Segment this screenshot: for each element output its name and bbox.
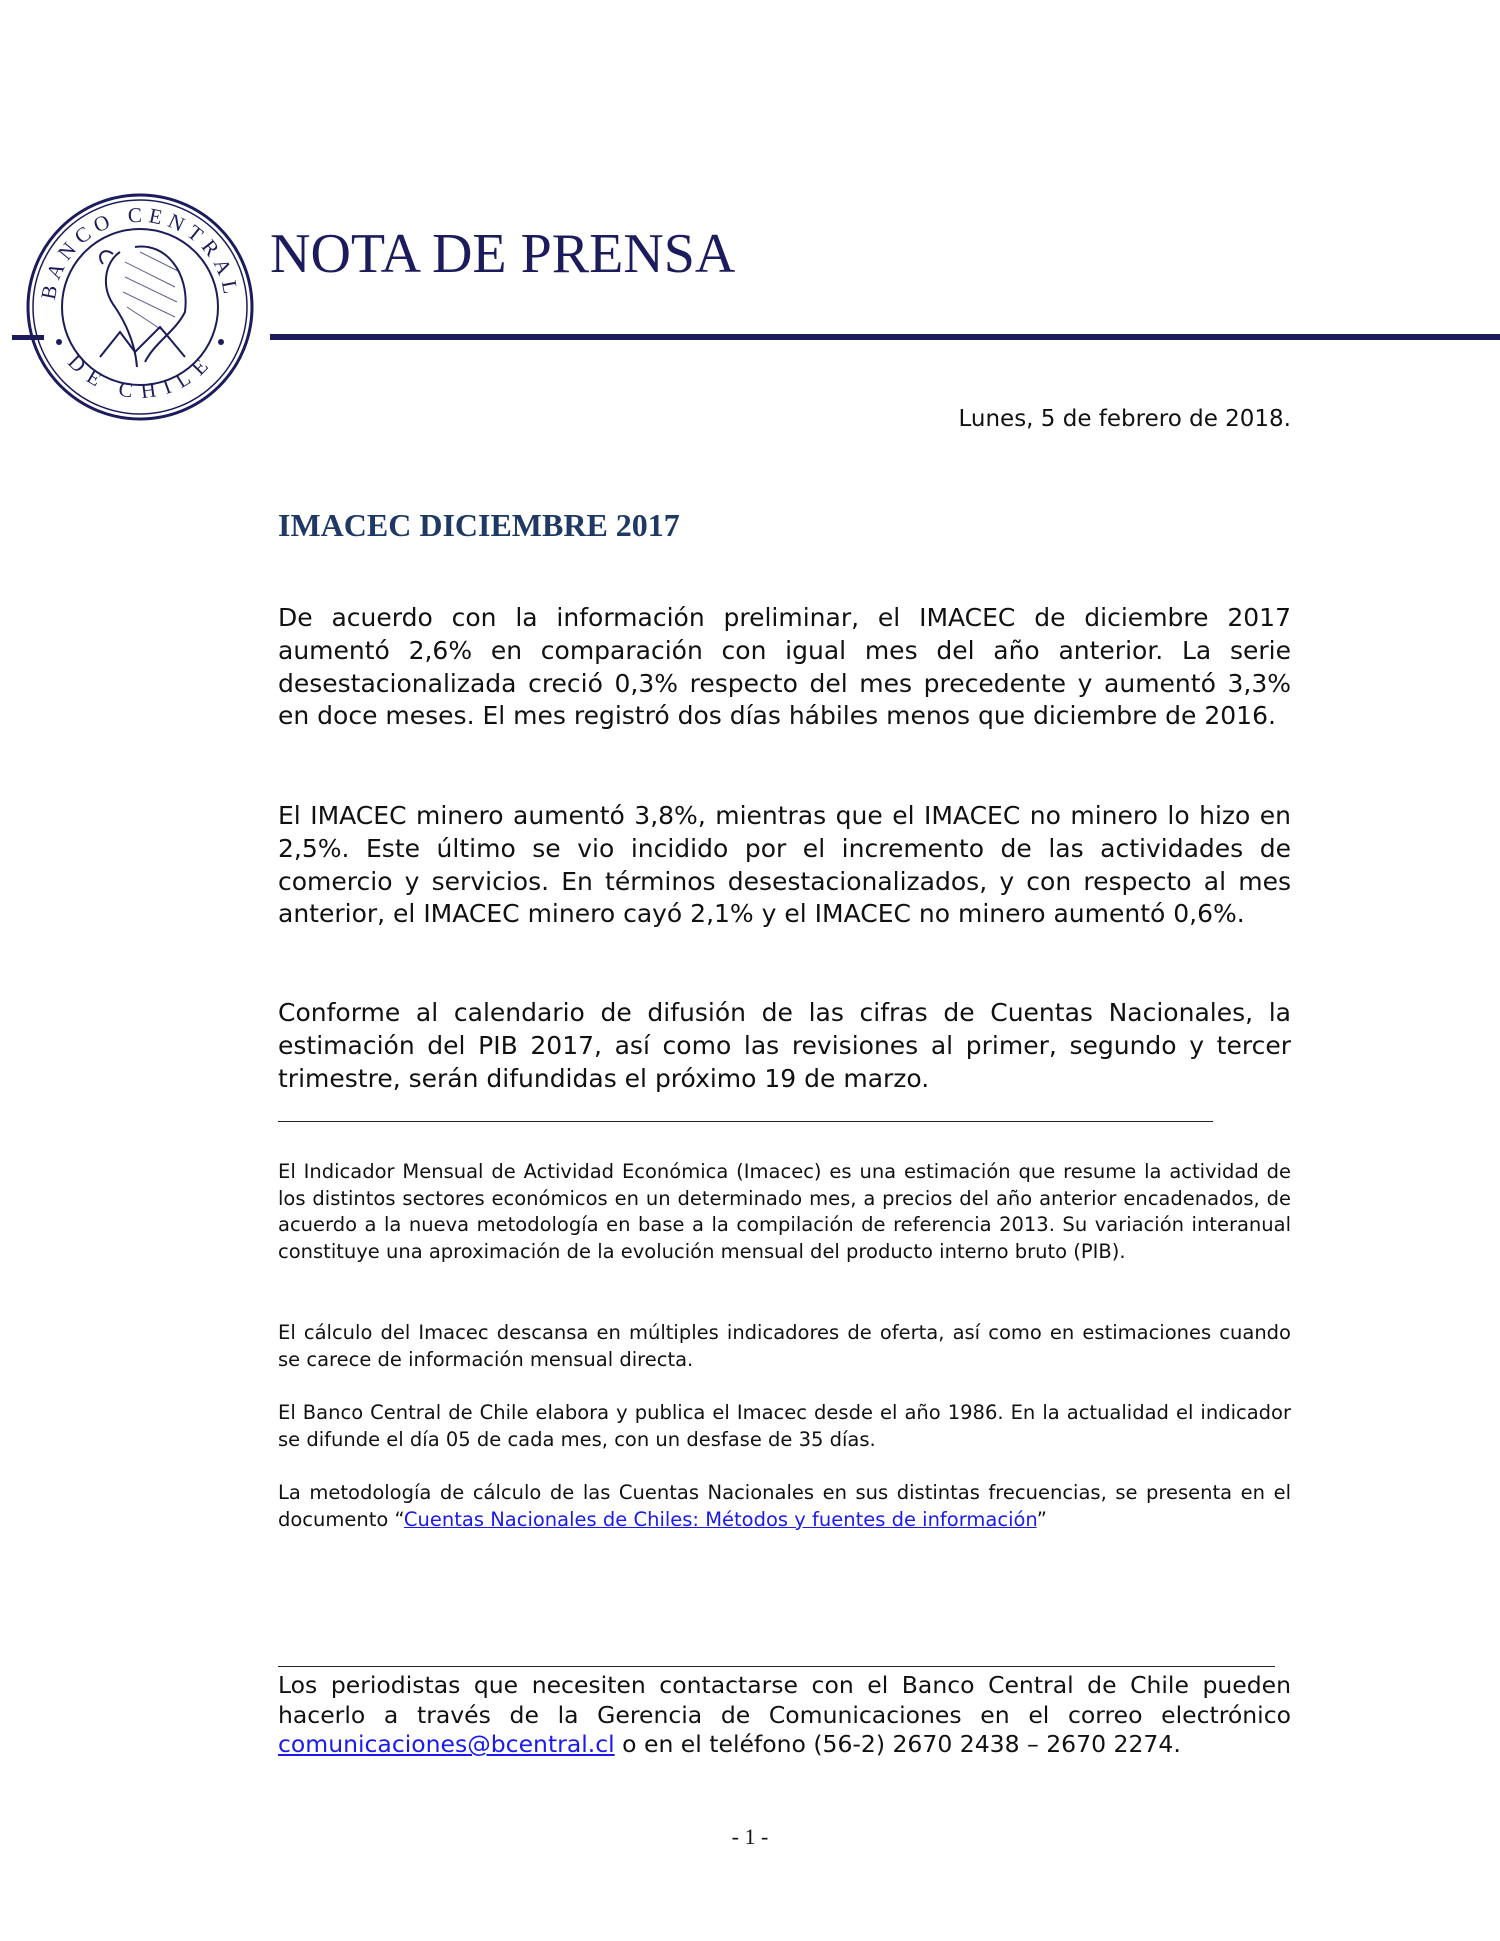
press-date: Lunes, 5 de febrero de 2018.: [958, 406, 1291, 432]
contact-text: Los periodistas que necesiten contactarse con el Banco Central de Chile pueden hacerlo a través de la Gerencia de Comunicaciones en el correo electrónico: [278, 1671, 1291, 1729]
contact-phone-text: o en el teléfono (56-2) 2670 2438 – 2670 2274.: [614, 1730, 1181, 1759]
svg-text:DE CHILE: DE CHILE: [63, 349, 217, 404]
notes-divider: [278, 1121, 1213, 1122]
methodology-paragraph: [278, 1480, 1291, 1533]
methodology-text: La metodología de cálculo de las Cuentas Nacionales en sus distintas frecuencias, se presenta en el documento “: [278, 1481, 1291, 1531]
contact-email-link[interactable]: comunicaciones@bcentral.cl: [278, 1730, 615, 1759]
contact-paragraph: [278, 1671, 1291, 1760]
note-paragraph-3: El Banco Central de Chile elabora y publica el Imacec desde el año 1986. En la actualidad el indicador se difunde el día 05 de cada mes, con un desfase de 35 días.: [278, 1401, 1291, 1451]
body-paragraph-1: De acuerdo con la información preliminar, el IMACEC de diciembre 2017 aumentó 2,6% en comparación con igual mes del año anterior. La serie desestacionalizada creció 0,3% respecto del mes precedente y aumentó 3,3% en doce meses. El mes registró dos días hábiles menos que diciembre de 2016.: [278, 603, 1291, 731]
banco-central-seal-logo: [25, 192, 255, 422]
body-paragraph-3: Conforme al calendario de difusión de las cifras de Cuentas Nacionales, la estimación del PIB 2017, así como las revisiones al primer, segundo y tercer trimestre, serán difundidas el próximo 19 de marzo.: [278, 998, 1291, 1093]
methodology-suffix: ”: [1036, 1507, 1047, 1531]
release-heading: IMACEC DICIEMBRE 2017: [278, 507, 680, 543]
header-rule: [270, 334, 1500, 340]
page-title: NOTA DE PRENSA: [270, 223, 736, 285]
note-paragraph-2: El cálculo del Imacec descansa en múltiples indicadores de oferta, así como en estimaciones cuando se carece de información mensual directa.: [278, 1321, 1291, 1371]
logo-text-top: BANCO CENTRAL: [36, 202, 244, 302]
body-paragraph-2: El IMACEC minero aumentó 3,8%, mientras que el IMACEC no minero lo hizo en 2,5%. Este último se vio incidido por el incremento de las actividades de comercio y servicios. En términos desestacionalizados, y con respecto al mes anterior, el IMACEC minero cayó 2,1% y el IMACEC no minero aumentó 0,6%.: [278, 801, 1291, 929]
methodology-document-link[interactable]: Cuentas Nacionales de Chiles: Métodos y fuentes de información: [403, 1507, 1037, 1531]
page-number: - 1 -: [731, 1824, 769, 1849]
contact-divider: [278, 1666, 1275, 1667]
header-rule-stub: [12, 335, 44, 340]
note-paragraph-1: El Indicador Mensual de Actividad Económica (Imacec) es una estimación que resume la actividad de los distintos sectores económicos en un determinado mes, a precios del año anterior encadenados, de acuerdo a la nueva metodología en base a la compilación de referencia 2013. Su variación interanual constituye una aproximación de la evolución mensual del producto interno bruto (PIB).: [278, 1160, 1291, 1263]
